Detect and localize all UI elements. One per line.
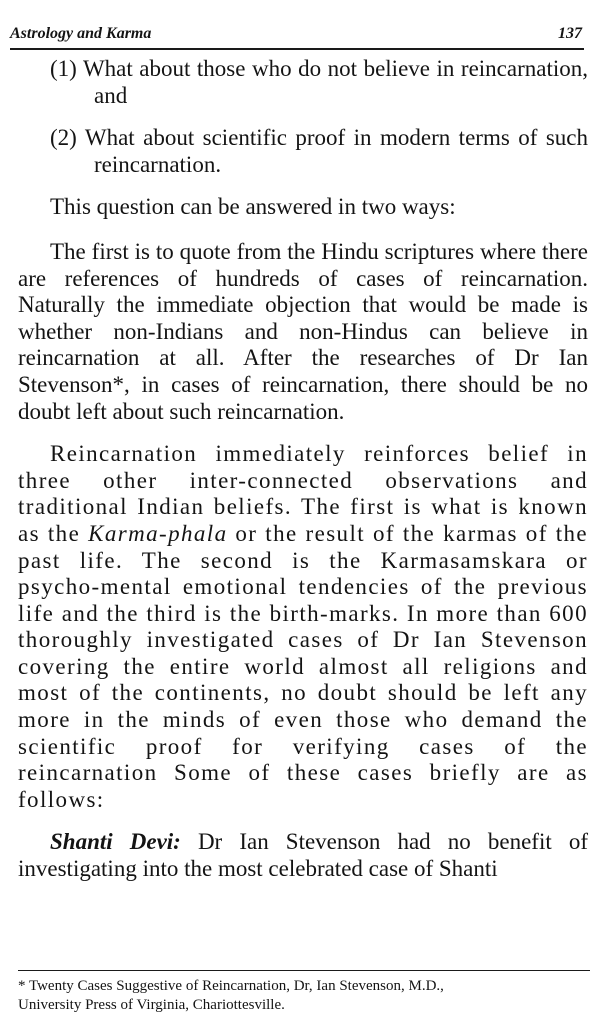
list-text-2: What about scientific proof in modern terms of such reincarnation. [84, 125, 588, 177]
running-head-title: Astrology and Karma [10, 25, 152, 42]
paragraph-first-way: The first is to quote from the Hindu scriptures where there are references of hundreds of cases of reincarnation. Naturally the immediate objection that would be made is whether non-Indians and non-Hindus can believe in reincarnation at all. After the researches of Dr Ian Stevenson*, in cases of reincarnation, there should be no doubt left about such reincarnation. [18, 238, 588, 424]
running-head [10, 22, 584, 50]
list-text-1: What about those who do not believe in reincarnation, and [82, 56, 588, 108]
paragraph-shanti-devi [18, 829, 588, 882]
reinforce-text-2: or the result of the karmas of the past life. The second is the Karmasamskara or psycho-mental emotional tendencies of the previous life and the third is the birth-marks. In more than 600 thoroughly investigated cases of Dr Ian Stevenson covering the entire world almost all religions and most of the continents, no doubt should be left any more in the minds of even those who demand the scientific proof for verifying cases of the reincarnation Some of these cases briefly are as follows: [18, 520, 588, 812]
page-number: 137 [558, 25, 582, 42]
body-text [18, 56, 588, 899]
list-marker-1: (1) [50, 56, 77, 81]
case-text: Dr Ian Stevenson had no benefit of investigating into the most celebrated case of Shanti [18, 829, 588, 882]
footnote-line-2: University Press of Virginia, Chariottesville. [18, 997, 285, 1013]
list-item-2 [18, 125, 588, 178]
reinforce-text-1: Reincarnation immediately reinforces belief in three other inter-connected observations and traditional Indian beliefs. The first is what is known as the [18, 441, 588, 546]
footnote [18, 977, 590, 1015]
footnote-line-1: * Twenty Cases Suggestive of Reincarnation, Dr, Ian Stevenson, M.D., [18, 978, 444, 994]
paragraph-intro: This question can be answered in two ways: [50, 194, 456, 220]
paragraph-reinforce [18, 441, 588, 813]
list-item-1 [18, 56, 588, 109]
footnote-area [18, 970, 590, 1015]
karma-phala-term: Karma-phala [88, 520, 228, 546]
case-name: Shanti Devi: [50, 829, 181, 855]
list-marker-2: (2) [50, 125, 77, 151]
